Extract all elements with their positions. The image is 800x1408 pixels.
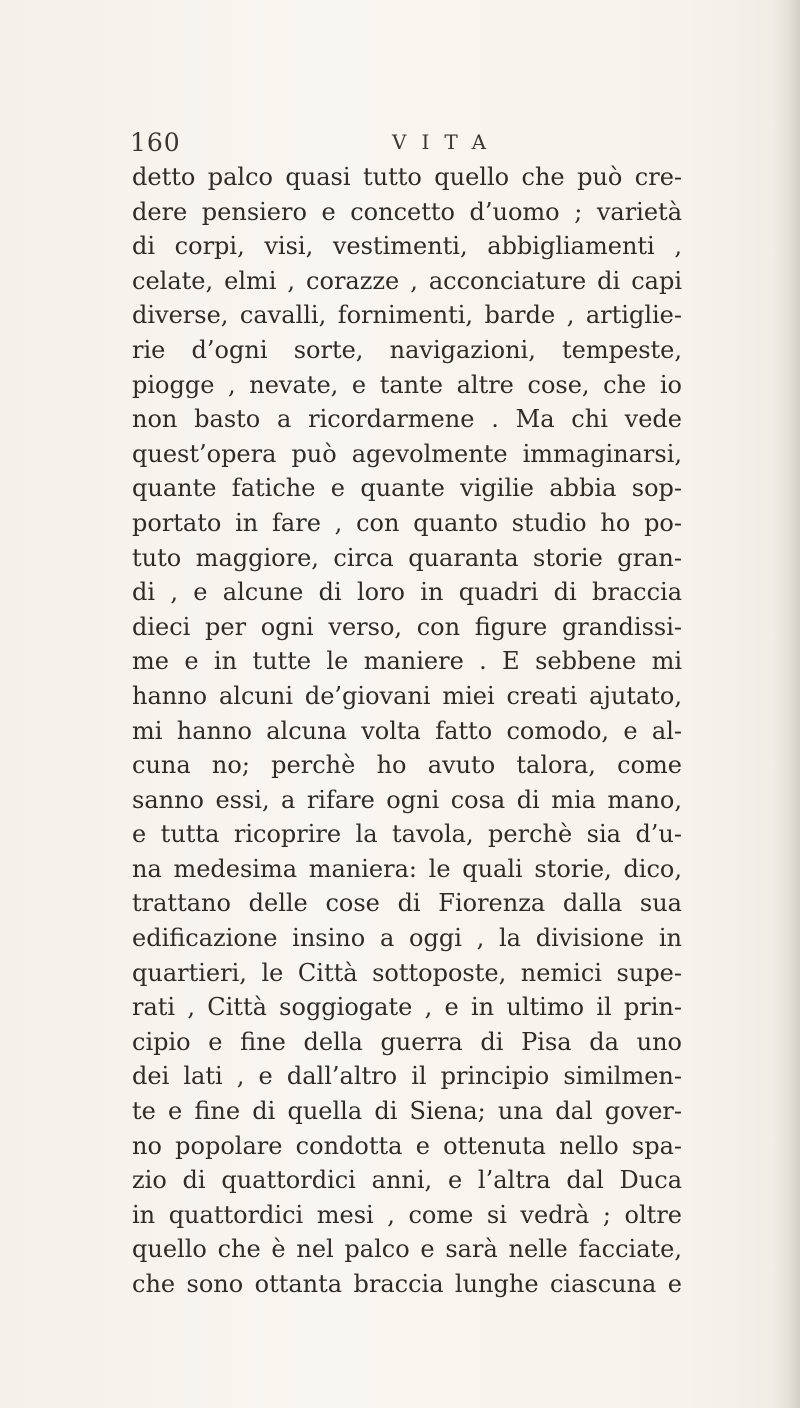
- text-line: me e in tutte le maniere . E sebbene mi: [132, 647, 682, 676]
- text-line: piogge , nevate, e tante altre cose, che io: [132, 370, 682, 399]
- text-line: rati , Città soggiogate , e in ultimo il prin-: [132, 993, 682, 1022]
- text-line: quest’opera può agevolmente immaginarsi,: [132, 439, 682, 468]
- text-line: zio di quattordici anni, e l’altra dal Duca: [132, 1166, 682, 1195]
- text-line: edificazione insino a oggi , la divisione in: [132, 924, 682, 953]
- text-line: na medesima maniera: le quali storie, dico,: [132, 854, 682, 883]
- text-line: dei lati , e dall’altro il principio similmen-: [132, 1062, 682, 1091]
- page-header: [130, 128, 690, 164]
- text-line: di , e alcune di loro in quadri di braccia: [132, 578, 682, 607]
- text-line: non basto a ricordarmene . Ma chi vede: [132, 405, 682, 434]
- text-line: rie d’ogni sorte, navigazioni, tempeste,: [132, 335, 682, 364]
- text-line: sanno essi, a rifare ogni cosa di mia mano,: [132, 785, 682, 814]
- text-line: no popolare condotta e ottenuta nello spa-: [132, 1131, 682, 1160]
- text-line: mi hanno alcuna volta fatto comodo, e al-: [132, 716, 682, 745]
- text-line: cuna no; perchè ho avuto talora, come: [132, 751, 682, 780]
- text-line: tuto maggiore, circa quaranta storie gran-: [132, 543, 682, 572]
- text-line: te e fine di quella di Siena; una dal gover-: [132, 1097, 682, 1126]
- page-number: 160: [130, 128, 181, 157]
- text-line: quello che è nel palco e sarà nelle facciate,: [132, 1235, 682, 1264]
- text-line: hanno alcuni de’giovani miei creati ajutato,: [132, 681, 682, 710]
- text-line: dere pensiero e concetto d’uomo ; varietà: [132, 197, 682, 226]
- text-line: detto palco quasi tutto quello che può cre-: [132, 163, 682, 191]
- text-line: diverse, cavalli, fornimenti, barde , artiglie-: [132, 301, 682, 330]
- text-line: trattano delle cose di Fiorenza dalla sua: [132, 889, 682, 918]
- text-line: e tutta ricoprire la tavola, perchè sia d’u-: [132, 820, 682, 849]
- text-line: quartieri, le Città sottoposte, nemici supe-: [132, 958, 682, 987]
- text-line: portato in fare , con quanto studio ho po-: [132, 508, 682, 537]
- text-line: celate, elmi , corazze , acconciature di capi: [132, 266, 682, 295]
- text-line: che sono ottanta braccia lunghe ciascuna e: [132, 1270, 682, 1298]
- text-line: di corpi, visi, vestimenti, abbigliamenti ,: [132, 232, 682, 261]
- text-line: cipio e fine della guerra di Pisa da uno: [132, 1027, 682, 1056]
- text-line: quante fatiche e quante vigilie abbia sop-: [132, 474, 682, 503]
- running-title: VITA: [392, 130, 502, 154]
- page-edge-shadow: [772, 0, 800, 1408]
- text-line: dieci per ogni verso, con figure grandissi-: [132, 612, 682, 641]
- body-text: [132, 160, 682, 1302]
- text-line: in quattordici mesi , come si vedrà ; oltre: [132, 1200, 682, 1229]
